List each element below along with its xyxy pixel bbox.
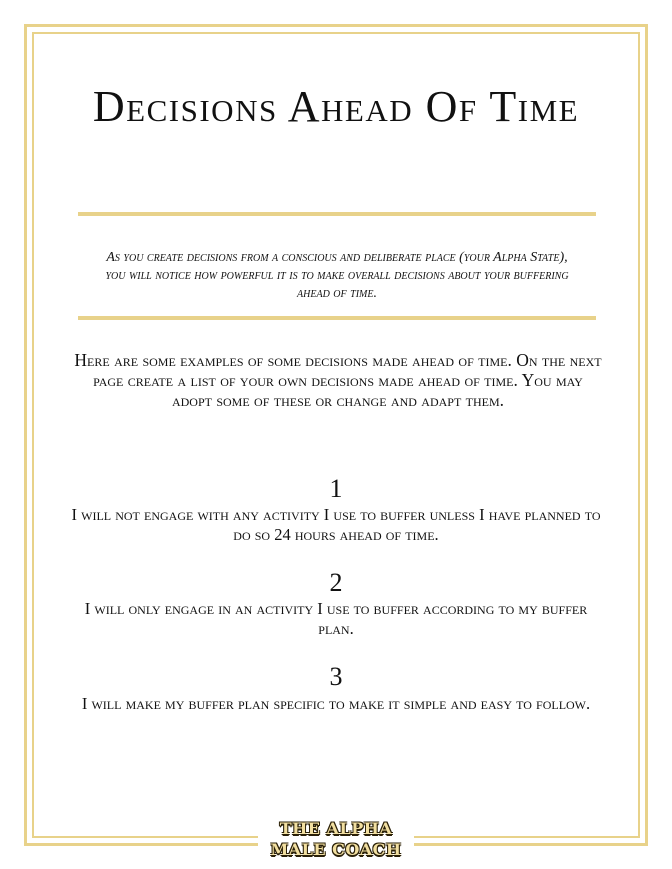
decision-number: 2 bbox=[329, 568, 343, 597]
decision-text: I will not engage with any activity I use to buffer unless I have planned to do so 24 hours ahead of time. bbox=[71, 505, 601, 544]
logo-line-2: MALE COACH bbox=[270, 840, 402, 859]
divider-top bbox=[78, 212, 596, 216]
brand-logo bbox=[258, 818, 414, 860]
decision-number: 1 bbox=[329, 474, 343, 503]
page-title: Decisions Ahead Of Time bbox=[92, 82, 580, 131]
lead-paragraph: Here are some examples of some decisions made ahead of time. On the next page create a list of your own decisions made ahead of time. You may adopt some of these or change and adapt them. bbox=[74, 350, 602, 410]
logo-line-1: THE ALPHA bbox=[279, 819, 393, 838]
intro-text: As you create decisions from a conscious and deliberate place (your Alpha State), you will notice how powerful it is to make overall decisions about your buffering ahead of time. bbox=[105, 250, 569, 301]
divider-bottom bbox=[78, 316, 596, 320]
decision-text: I will make my buffer plan specific to make it simple and easy to follow. bbox=[81, 694, 591, 713]
decision-number: 3 bbox=[329, 662, 343, 691]
decision-text: I will only engage in an activity I use to buffer according to my buffer plan. bbox=[84, 599, 588, 638]
page-border-inner bbox=[32, 32, 640, 838]
